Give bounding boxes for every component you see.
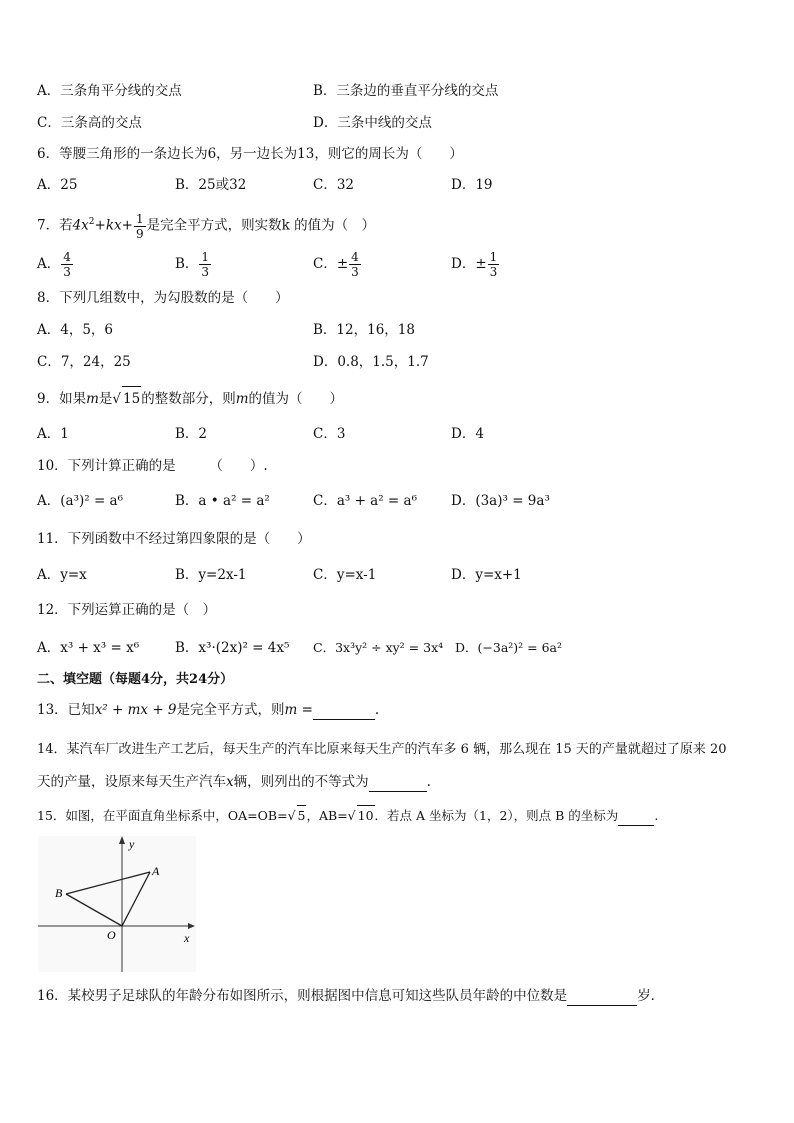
section-heading: 二、填空题（每题4分，共24分） [37, 672, 234, 687]
frac-num: 4 [351, 250, 359, 264]
q15-rad1: 5 [297, 805, 307, 826]
q13-expr: x² + mx + 9 [94, 702, 177, 718]
q15-end: . [654, 808, 659, 823]
frac-num: 1 [135, 211, 144, 226]
q9-radicand: 15 [122, 386, 141, 411]
q14-post: 辆，则列出的不等式为 [233, 774, 369, 790]
q6-stem: 6．等腰三角形的一条边长为6，另一边长为13，则它的周长为（ ） [37, 146, 463, 162]
q5-option-d: D．三条中线的交点 [313, 115, 432, 131]
q7-option-b [175, 250, 212, 279]
q9-pre: 9．如果 [37, 391, 87, 407]
label: B． [175, 256, 199, 272]
q13-post: 是完全平方式，则 [176, 702, 285, 718]
q14-line1: 14．某汽车厂改进生产工艺后，每天生产的汽车比原来每天生产的汽车多 6 辆，那么现在 15 天的产量就超过了原来 20 [37, 742, 727, 757]
q14-var: x [226, 774, 234, 790]
q11-option-d: D．y=x+1 [451, 567, 522, 583]
q14-pre: 天的产量，设原来每天生产汽车 [37, 774, 226, 790]
q12-option-c: C．3x³y² ÷ xy² = 3x⁴ [313, 640, 444, 655]
q14-end: . [426, 774, 431, 790]
q12-option-b: B．x³·(2x)² = 4x⁵ [175, 640, 290, 656]
frac-den: 3 [489, 265, 498, 279]
q14-line2 [37, 772, 431, 792]
q13-end: . [374, 702, 380, 718]
q12-option-d: D．(−3a²)² = 6a² [455, 640, 563, 655]
q10-option-c: C．a³ + a² = a⁶ [313, 493, 417, 509]
q15-mid: ，AB= [306, 808, 348, 823]
q7-fraction [134, 212, 146, 241]
q8-option-a: A．4，5，6 [37, 322, 114, 338]
q8-option-d: D．0.8，1.5，1.7 [313, 354, 429, 370]
q9-stem: 9．如果m是√ 15的整数部分，则m的值为（ ） [37, 386, 343, 411]
frac-num: 4 [63, 250, 71, 264]
frac-num: 1 [201, 250, 210, 264]
q6-option-a: A．25 [37, 177, 78, 193]
q13-pre: 13．已知 [37, 702, 95, 718]
label: A． [37, 256, 61, 272]
q9-post: 的整数部分，则 [141, 391, 236, 407]
coordinate-figure [38, 836, 196, 972]
q11-stem: 11．下列函数中不经过第四象限的是（ ） [37, 531, 311, 547]
q13-var: m = [284, 702, 313, 718]
q7-option-c [313, 250, 362, 279]
q10-stem: 10．下列计算正确的是 （ ）. [37, 458, 268, 474]
figure-background [38, 836, 196, 972]
q9-option-a: A．1 [37, 426, 69, 442]
q11-option-c: C．y=x-1 [313, 567, 377, 583]
q7-suffix: 是完全平方式，则实数k 的值为（ ） [146, 217, 376, 234]
q5-option-a: A．三条角平分线的交点 [37, 83, 182, 99]
q9-option-b: B．2 [175, 426, 208, 442]
q13-stem [37, 700, 379, 720]
q7-option-a [37, 250, 74, 279]
q6-option-b: B．25或32 [175, 177, 247, 193]
q10-option-b: B．a • a² = a² [175, 493, 270, 509]
q11-option-a: A．y=x [37, 567, 87, 583]
label-x: x [184, 931, 190, 945]
label-o: O [107, 928, 116, 942]
q15-rad2: 10 [357, 805, 375, 826]
frac-den: 9 [135, 226, 144, 241]
q16-stem [37, 986, 664, 1006]
q15-pre: 15．如图，在平面直角坐标系中，OA=OB= [37, 808, 288, 823]
label: D．± [451, 256, 487, 272]
q9-var-2: m [235, 391, 249, 407]
q15-stem: 15．如图，在平面直角坐标系中，OA=OB=√ 5，AB=√ 10．若点 A 坐标为（1，2），则点 B 的坐标为 . [37, 805, 658, 826]
q8-option-b: B．12，16，18 [313, 322, 415, 338]
label: C．± [313, 256, 349, 272]
q8-option-c: C．7，24，25 [37, 354, 131, 370]
q6-option-d: D．19 [451, 177, 493, 193]
q10-option-d: D．(3a)³ = 9a³ [451, 493, 550, 509]
q7-stem: 7．若$4x^2+kx+$ $\frac{1}{9}$ 是完全平方式，则实数k 的值为（ ） [37, 211, 376, 241]
q8-stem: 8．下列几组数中，为勾股数的是（ ） [37, 290, 289, 306]
q11-option-b: B．y=2x-1 [175, 567, 247, 583]
q15-answer-blank[interactable] [618, 811, 654, 826]
frac-num: 1 [489, 250, 498, 264]
q7-expr-b: +kx+ [94, 217, 133, 234]
frac-den: 3 [351, 265, 359, 279]
frac-den: 3 [201, 265, 210, 279]
q12-stem: 12．下列运算正确的是（ ） [37, 602, 217, 618]
q9-option-d: D．4 [451, 426, 484, 442]
q13-answer-blank[interactable] [313, 705, 375, 720]
q7-option-d [451, 250, 500, 279]
frac-den: 3 [63, 265, 71, 279]
q15-post: ．若点 A 坐标为（1，2），则点 B 的坐标为 [374, 808, 619, 823]
q9-var: m [86, 391, 99, 407]
q16-pre: 16．某校男子足球队的年龄分布如图所示，则根据图中信息可知这些队员年龄的中位数是 [37, 988, 568, 1004]
q16-post: 岁． [637, 988, 665, 1004]
q5-option-c: C．三条高的交点 [37, 115, 142, 131]
label-b: B [55, 886, 63, 900]
q6-option-c: C．32 [313, 177, 355, 193]
q16-answer-blank[interactable] [567, 991, 637, 1006]
label-a: A [152, 864, 160, 878]
q10-option-a: A．(a³)² = a⁶ [37, 493, 124, 509]
q12-option-a: A．x³ + x³ = x⁶ [37, 640, 140, 656]
q5-option-b: B．三条边的垂直平分线的交点 [313, 83, 499, 99]
q9-mid: 是 [98, 391, 113, 407]
q14-answer-blank[interactable] [369, 777, 427, 792]
q9-option-c: C．3 [313, 426, 346, 442]
label-y: y [129, 837, 135, 851]
q9-post2: 的值为（ ） [248, 391, 344, 407]
q7-expr-a: 4x [72, 217, 89, 234]
q7-prefix: 7．若 [37, 217, 73, 234]
